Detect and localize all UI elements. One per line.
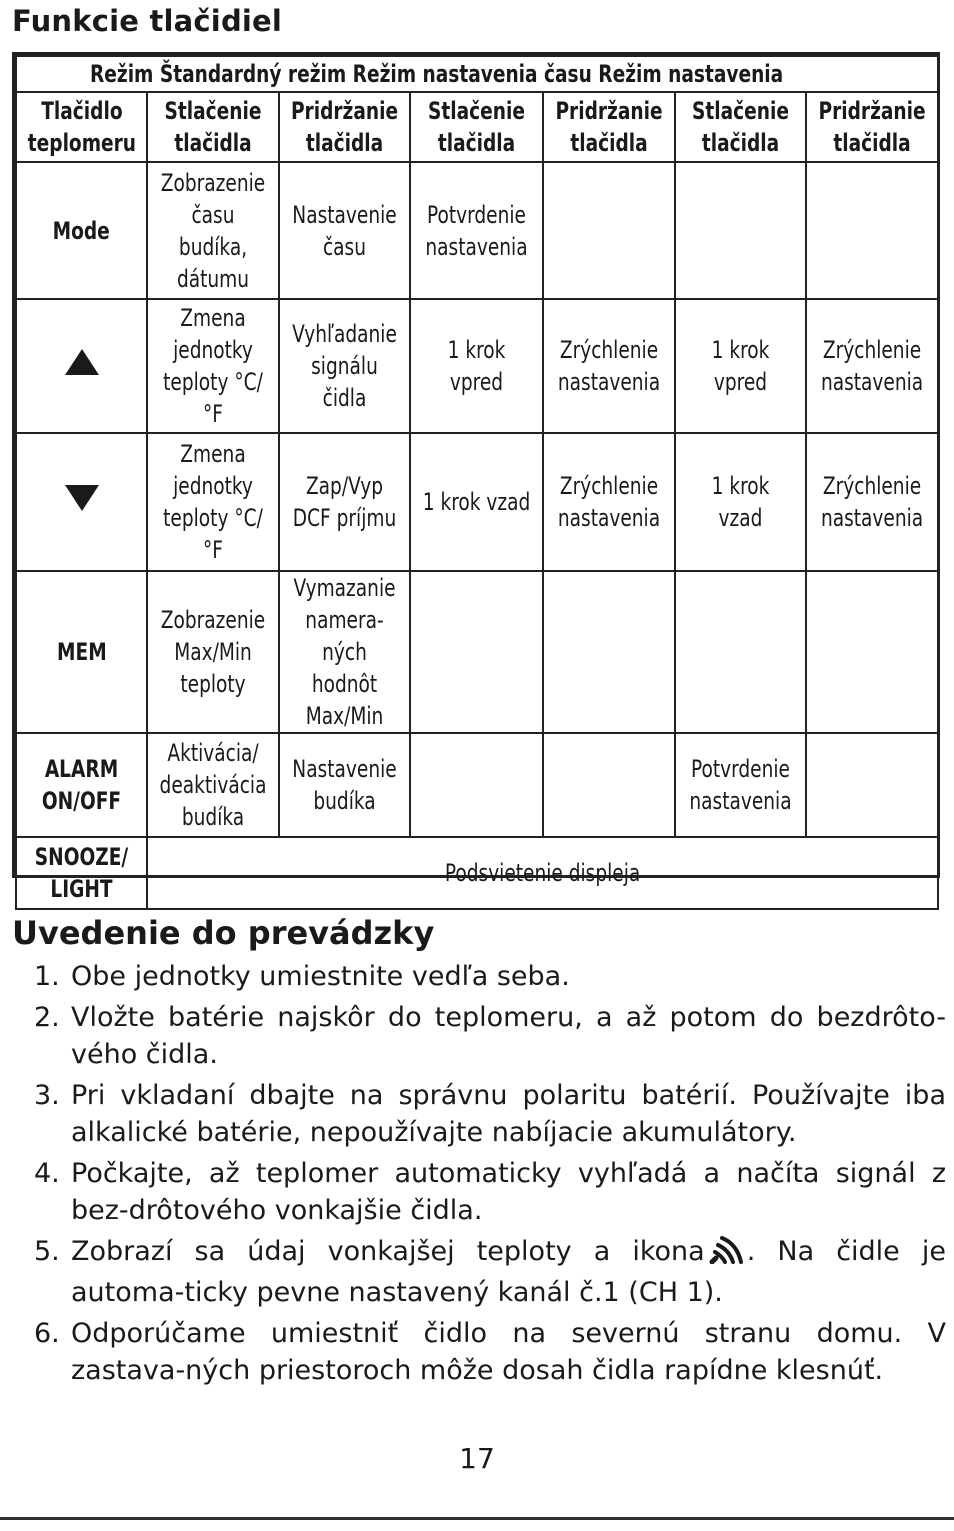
button-name-cell: MEM (16, 571, 147, 733)
header-cell: Pridržanie tlačidla (806, 92, 938, 162)
button-name-cell: SNOOZE/ LIGHT (16, 837, 147, 909)
table-row (16, 837, 938, 909)
table-row (16, 299, 938, 433)
list-item: 3. Pri vkladaní dbajte na správnu polaritu batérií. Používajte iba alkalické batérie, nepoužívajte nabíjacie akumulátory. (34, 1079, 946, 1148)
table-cell: Vymazanie namera-ných hodnôt Max/Min (279, 571, 410, 733)
table-cell: Zap/Vyp DCF príjmu (279, 433, 410, 571)
button-name-cell (16, 299, 147, 433)
header-cell: Stlačenie tlačidla (675, 92, 806, 162)
table-cell (806, 733, 938, 837)
table-cell (806, 162, 938, 299)
table-cell: Zobrazenie času budíka, dátumu (147, 162, 279, 299)
header-cell: Tlačidlo teplomeru (16, 92, 147, 162)
header-cell: Pridržanie tlačidla (279, 92, 410, 162)
header-row (16, 92, 938, 162)
triangle-down-icon (65, 485, 99, 511)
table-cell (410, 733, 543, 837)
table-cell: Potvrdenie nastavenia (410, 162, 543, 299)
table-cell (543, 571, 675, 733)
list-item: 5. Zobrazí sa údaj vonkajšej teploty a ikona . Na čidle je automa-ticky pevne nastavený kanál č.1 (CH 1). (34, 1235, 946, 1308)
modes-label: Režim Štandardný režim Režim nastavenia času Režim nastavenia (16, 56, 938, 92)
table-cell (675, 571, 806, 733)
table-cell: Vyhľadanie signálu čidla (279, 299, 410, 433)
bottom-divider (0, 1517, 954, 1520)
list-item: 4. Počkajte, až teplomer automaticky vyhľadá a načíta signál z bez-drôtového vonkajšie čidla. (34, 1157, 946, 1226)
table-cell (675, 162, 806, 299)
list-item: 2. Vložte batérie najskôr do teplomeru, a až potom do bezdrôto-vého čidla. (34, 1001, 946, 1070)
table-cell: Zrýchlenie nastavenia (543, 299, 675, 433)
table-row (16, 162, 938, 299)
steps-list (34, 958, 946, 1393)
button-name-cell: ALARM ON/OFF (16, 733, 147, 837)
table-cell: 1 krok vzad (675, 433, 806, 571)
header-cell: Stlačenie tlačidla (147, 92, 279, 162)
table-cell: Nastavenie času (279, 162, 410, 299)
table-cell (410, 571, 543, 733)
table-cell: Zobrazenie Max/Min teploty (147, 571, 279, 733)
table-cell-span: Podsvietenie displeja (147, 837, 938, 909)
table-cell (806, 571, 938, 733)
table-cell: Zrýchlenie nastavenia (543, 433, 675, 571)
table-cell: Zmena jednotky teploty °C/°F (147, 433, 279, 571)
button-name-cell (16, 433, 147, 571)
list-item: 6. Odporúčame umiestniť čidlo na severnú stranu domu. V zastava-ných priestoroch môže dosah čidla rapídne klesnúť. (34, 1317, 946, 1386)
header-cell: Stlačenie tlačidla (410, 92, 543, 162)
table-cell: 1 krok vpred (675, 299, 806, 433)
table-row (16, 733, 938, 837)
button-functions-table (12, 52, 940, 903)
page-number: 17 (459, 1442, 495, 1475)
header-cell: Pridržanie tlačidla (543, 92, 675, 162)
list-item: 1. Obe jednotky umiestnite vedľa seba. (34, 961, 570, 992)
table-cell (543, 733, 675, 837)
table-cell: Aktivácia/ deaktivácia budíka (147, 733, 279, 837)
button-name-cell: Mode (16, 162, 147, 299)
page-title: Funkcie tlačidiel (12, 4, 283, 38)
table-cell: 1 krok vpred (410, 299, 543, 433)
modes-row (16, 56, 938, 92)
table-row (16, 571, 938, 733)
table-cell: Zrýchlenie nastavenia (806, 299, 938, 433)
signal-waves-icon (707, 1236, 745, 1275)
table-cell: Zrýchlenie nastavenia (806, 433, 938, 571)
table-cell: Nastavenie budíka (279, 733, 410, 837)
table-cell: Zmena jednotky teploty °C/°F (147, 299, 279, 433)
table-cell (543, 162, 675, 299)
triangle-up-icon (65, 349, 99, 375)
table-cell: 1 krok vzad (410, 433, 543, 571)
table-cell: Potvrdenie nastavenia (675, 733, 806, 837)
table-row (16, 433, 938, 571)
section-title: Uvedenie do prevádzky (12, 914, 435, 952)
